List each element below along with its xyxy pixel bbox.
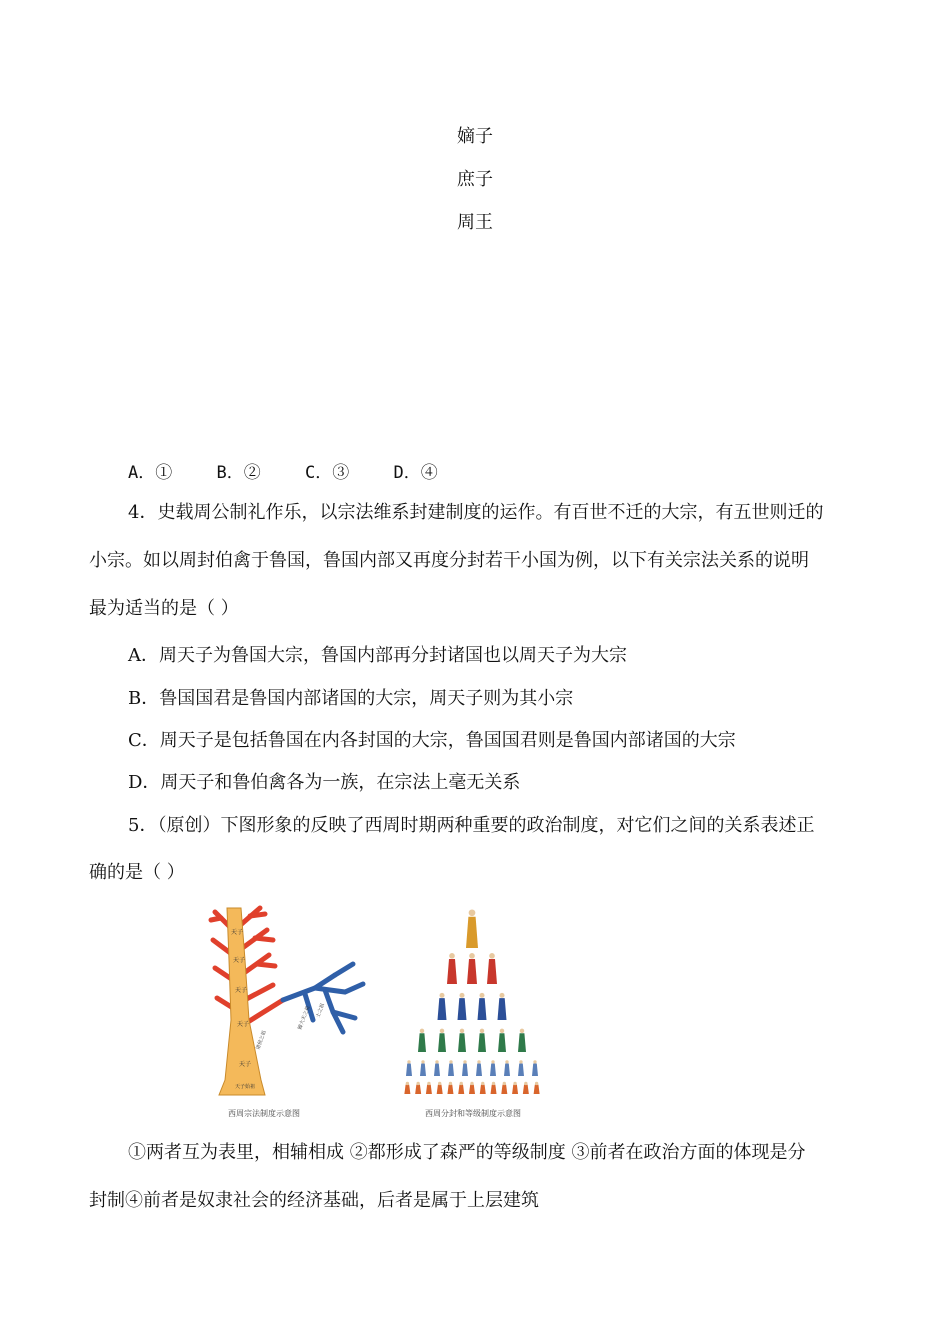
- pyramid-figure-person: [469, 1082, 475, 1094]
- pyramid-figure-person: [518, 1060, 524, 1076]
- pyramid-figure-person: [462, 1060, 468, 1076]
- pyramid-figure-person: [532, 1060, 538, 1076]
- blue-branches: [283, 964, 363, 1032]
- pyramid-figure-person: [438, 993, 447, 1020]
- pyramid-figure-person: [478, 1029, 486, 1052]
- q4-option-b: B．鲁国国君是鲁国内部诸国的大宗，周天子则为其小宗: [128, 688, 574, 709]
- pyramid-figure-person: [434, 1060, 440, 1076]
- pyramid-figure-person: [476, 1060, 482, 1076]
- q4-stem-line-3: 最为适当的是（ ）: [89, 598, 239, 619]
- trunk-label: 天子: [239, 1061, 252, 1068]
- legend-word-zhouwang: 周王: [457, 212, 493, 233]
- q3-option-b: B．②: [216, 463, 261, 483]
- pyramid-figure-person: [418, 1029, 426, 1052]
- legend-word-shuzi: 庶子: [457, 169, 493, 190]
- q5-stem-line-2: 确的是（ ）: [89, 862, 185, 883]
- pyramid-figure-person: [498, 993, 507, 1020]
- trunk-label: 天子: [235, 987, 248, 994]
- pyramid-figure-person: [518, 1029, 526, 1052]
- pyramid-figure-person: [437, 1082, 443, 1094]
- pyramid-figure-person: [438, 1029, 446, 1052]
- branch-label-shi: 士之祖: [315, 1002, 327, 1019]
- q3-option-d: D．④: [393, 463, 438, 483]
- pyramid-figure-person: [415, 1082, 421, 1094]
- q3-option-a: A．①: [128, 463, 173, 483]
- trunk-label: 天子: [233, 957, 246, 964]
- tree-base-label: 天子始祖: [235, 1084, 256, 1090]
- q4-option-d: D．周天子和鲁伯禽各为一族，在宗法上毫无关系: [128, 772, 521, 793]
- pyramid-figure-person: [447, 1082, 453, 1094]
- pyramid-figure-person: [523, 1082, 529, 1094]
- trunk-label: 天子: [237, 1021, 250, 1028]
- trunk-label: 天子: [231, 929, 244, 936]
- pyramid-figure-person: [504, 1060, 510, 1076]
- q3-option-c: C．③: [305, 463, 350, 483]
- hierarchy-pyramid-caption: 西周分封和等级制度示意图: [425, 1109, 521, 1118]
- pyramid-figure-person: [487, 953, 497, 984]
- q5-statement-line-1: ①两者互为表里，相辅相成 ②都形成了森严的等级制度 ③前者在政治方面的体现是分: [128, 1142, 806, 1163]
- pyramid-figure-person: [458, 993, 467, 1020]
- pyramid-figure-person: [467, 953, 477, 984]
- pyramid-figure-person: [458, 1029, 466, 1052]
- q5-statement-line-2: 封制④前者是奴隶社会的经济基础，后者是属于上层建筑: [89, 1190, 539, 1211]
- pyramid-figure-person: [420, 1060, 426, 1076]
- q4-option-a: A．周天子为鲁国大宗，鲁国内部再分封诸国也以周天子为大宗: [128, 645, 627, 666]
- pyramid-figure-person: [448, 1060, 454, 1076]
- q5-stem-line-1: 5．（原创）下图形象的反映了西周时期两种重要的政治制度，对它们之间的关系表述正: [128, 815, 815, 836]
- hierarchy-pyramid-figure: [390, 900, 560, 1100]
- q4-stem-line-2: 小宗。如以周封伯禽于鲁国，鲁国内部又再度分封若干小国为例，以下有关宗法关系的说明: [89, 550, 809, 571]
- pyramid-figure-person: [406, 1060, 412, 1076]
- pyramid-figure-person: [458, 1082, 464, 1094]
- pyramid-figure-person: [534, 1082, 540, 1094]
- pyramid-figure-person: [466, 909, 478, 948]
- pyramid-figure-person: [491, 1082, 497, 1094]
- pyramid-figure-person: [480, 1082, 486, 1094]
- pyramid-figure-person: [501, 1082, 507, 1094]
- clan-tree-caption: 西周宗法制度示意图: [228, 1109, 300, 1118]
- q4-stem-line-1: 4．史载周公制礼作乐，以宗法维系封建制度的运作。有百世不迁的大宗，有五世则迁的: [128, 502, 824, 523]
- pyramid-figure-person: [490, 1060, 496, 1076]
- q4-option-c: C．周天子是包括鲁国在内各封国的大宗，鲁国国君则是鲁国内部诸国的大宗: [128, 730, 736, 751]
- q3-options: [128, 460, 472, 486]
- pyramid-figure-person: [478, 993, 487, 1020]
- branch-label-qingdafu: 卿大夫之祖: [297, 1005, 312, 1031]
- clan-tree-figure: [205, 900, 375, 1100]
- pyramid-figure-person: [498, 1029, 506, 1052]
- pyramid-figure-person: [404, 1082, 410, 1094]
- legend-word-dizi: 嫡子: [457, 126, 493, 147]
- branch-label-zhuhou: 诸侯之祖: [255, 1029, 268, 1051]
- pyramid-figure-person: [512, 1082, 518, 1094]
- pyramid-figure-person: [426, 1082, 432, 1094]
- pyramid-figure-person: [447, 953, 457, 984]
